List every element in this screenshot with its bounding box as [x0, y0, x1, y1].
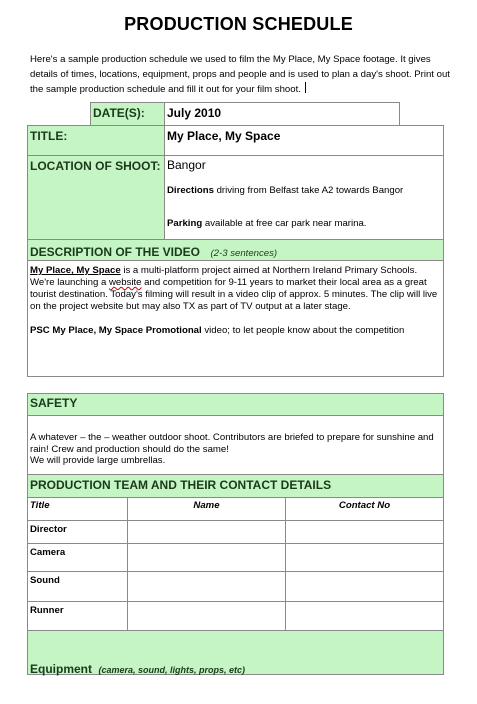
- director-name-cell[interactable]: [127, 520, 286, 544]
- description-text-a: is a multi-platform project aimed at Northern Ireland Primary Schools. We're launching a: [30, 265, 418, 288]
- project-name: My Place, My Space: [30, 265, 121, 276]
- safety-header-cell: [27, 393, 444, 416]
- date-label-cell: [90, 102, 165, 126]
- promo-title: PSC My Place, My Space Promotional: [30, 325, 202, 336]
- team-col-name-label: Name: [193, 500, 220, 511]
- parking-line: [167, 218, 366, 229]
- safety-text: A whatever – the – weather outdoor shoot. Contributors are briefed to prepare for sunshine and rain! Crew and production should do the same! We will provide large umbrellas.: [30, 432, 434, 466]
- sound-name-cell[interactable]: [127, 571, 286, 602]
- parking-text: available at free car park near marina.: [202, 218, 367, 229]
- directions-label: Directions: [167, 185, 214, 196]
- camera-contact-cell[interactable]: [285, 543, 444, 572]
- title-label-cell: [27, 125, 165, 156]
- camera-name-cell[interactable]: [127, 543, 286, 572]
- website-word: website: [108, 277, 142, 288]
- team-col-title-label: Title: [30, 500, 50, 511]
- date-label: DATE(S):: [93, 106, 145, 120]
- team-row-sound: [27, 571, 128, 602]
- description-paragraph-1: [30, 265, 441, 313]
- page-title: PRODUCTION SCHEDULE: [124, 14, 353, 34]
- location-label: LOCATION OF SHOOT:: [30, 159, 161, 173]
- equipment-header: [30, 660, 245, 678]
- title-label: TITLE:: [30, 129, 68, 143]
- runner-contact-cell[interactable]: [285, 601, 444, 631]
- equipment-label: Equipment: [30, 662, 92, 676]
- team-col-contact: [285, 497, 444, 521]
- team-row-camera: [27, 543, 128, 572]
- description-body[interactable]: [27, 260, 444, 377]
- director-contact-cell[interactable]: [285, 520, 444, 544]
- team-label: PRODUCTION TEAM AND THEIR CONTACT DETAILS: [30, 478, 332, 492]
- directions-text: driving from Belfast take A2 towards Bangor: [213, 185, 404, 196]
- description-header-cell: [27, 239, 444, 261]
- date-value: July 2010: [167, 106, 222, 120]
- text-cursor: [305, 82, 306, 93]
- team-row-label: Sound: [30, 575, 60, 586]
- team-row-runner: [27, 601, 128, 631]
- safety-label: SAFETY: [30, 396, 78, 410]
- title-value: My Place, My Space: [167, 129, 281, 143]
- description-text-b: and competition for 9-11 years to market their local area as a great tourist destination. Today's filming will result in a video clip of approx. 5 minutes. The clip will live on the project website but may also TX as part of TV output at a later stage.: [30, 277, 438, 312]
- safety-body[interactable]: [27, 415, 444, 475]
- title-value-cell[interactable]: [164, 125, 444, 156]
- date-value-cell[interactable]: [164, 102, 400, 126]
- description-label: DESCRIPTION OF THE VIDEO: [30, 245, 201, 259]
- team-col-title: [27, 497, 128, 521]
- intro-text: Here's a sample production schedule we used to film the My Place, My Space footage. It gives details of times, locations, equipment, props and people and is used to plan a day's shoot. Print out the sample production schedule and fill it out for your film shoot.: [30, 54, 450, 95]
- promo-text: video; to let people know about the competition: [201, 325, 405, 336]
- location-value: Bangor: [167, 158, 206, 172]
- team-col-name: [127, 497, 286, 521]
- description-hint: (2-3 sentences): [210, 248, 278, 259]
- team-row-director: [27, 520, 128, 544]
- description-paragraph-2: [30, 325, 441, 337]
- runner-name-cell[interactable]: [127, 601, 286, 631]
- team-col-contact-label: Contact No: [338, 500, 391, 511]
- equipment-cell[interactable]: [27, 630, 444, 675]
- team-header-cell: [27, 474, 444, 498]
- description-header: [30, 243, 277, 261]
- directions-line: [167, 185, 403, 196]
- location-value-cell[interactable]: [164, 155, 444, 240]
- location-label-cell: [27, 155, 165, 240]
- team-row-label: Runner: [30, 605, 64, 616]
- sound-contact-cell[interactable]: [285, 571, 444, 602]
- intro-paragraph: [30, 52, 450, 97]
- parking-label: Parking: [167, 218, 203, 229]
- team-row-label: Director: [30, 524, 67, 535]
- team-row-label: Camera: [30, 547, 66, 558]
- equipment-hint: (camera, sound, lights, props, etc): [98, 665, 245, 675]
